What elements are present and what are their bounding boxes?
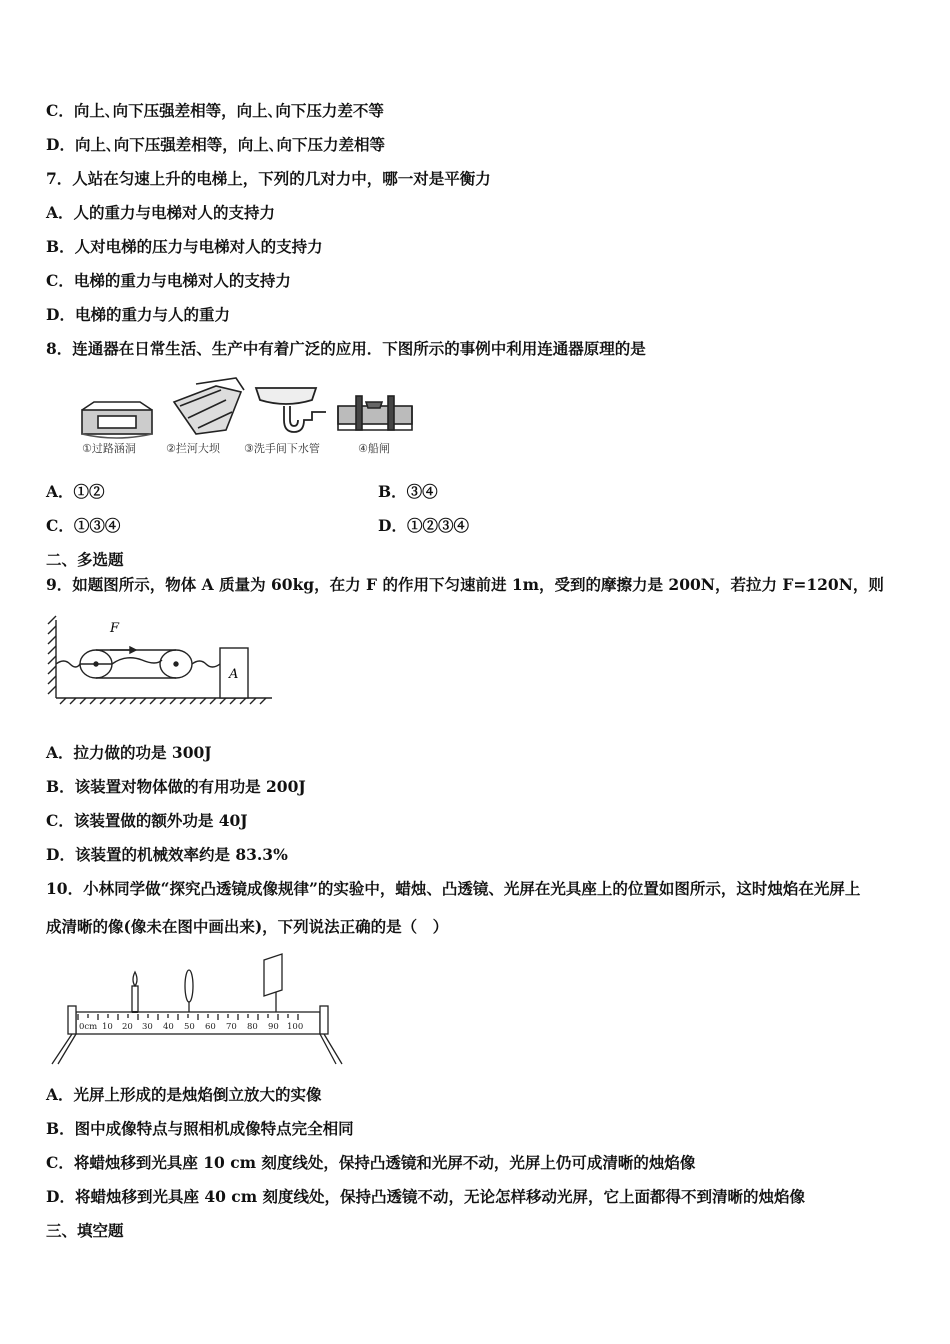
scale-label-10: 10 <box>102 1022 113 1032</box>
q7-stem: 7．人站在匀速上升的电梯上，下列的几对力中，哪一对是平衡力 <box>46 169 491 188</box>
q10-option-b: B．图中成像特点与照相机成像特点完全相同 <box>46 1119 354 1138</box>
q6-option-d: D．向上､向下压强差相等，向上､向下压力差相等 <box>46 135 385 154</box>
force-label: F <box>110 621 120 636</box>
caption-sink: ③洗手间下水管 <box>244 442 320 455</box>
q9-stem: 9．如题图所示，物体 A 质量为 60kg，在力 F 的作用下匀速前进 1m，受到的摩擦力是 200N，若拉力 F=120N，则 <box>46 575 884 594</box>
q10-option-d: D．将蜡烛移到光具座 40 cm 刻度线处，保持凸透镜不动，无论怎样移动光屏，它上面都得不到清晰的烛焰像 <box>46 1187 806 1206</box>
caption-dam: ②拦河大坝 <box>166 442 220 455</box>
scale-label-60: 60 <box>205 1022 216 1032</box>
scale-label-40: 40 <box>163 1022 174 1032</box>
caption-culvert: ①过路涵洞 <box>82 442 136 455</box>
q9-option-b: B．该装置对物体做的有用功是 200J <box>46 777 306 796</box>
scale-label-50: 50 <box>184 1022 195 1032</box>
q10-figure <box>46 950 346 1068</box>
scale-label-80: 80 <box>247 1022 258 1032</box>
q8-option-d: D．①②③④ <box>378 516 469 535</box>
q10-stem-line-2: 成清晰的像(像未在图中画出来)，下列说法正确的是（ ） <box>46 917 449 936</box>
q9-option-d: D．该装置的机械效率约是 83.3% <box>46 845 288 864</box>
q8-option-b: B．③④ <box>378 482 438 501</box>
q9-figure <box>46 614 278 708</box>
scale-label-0: 0cm <box>79 1022 98 1032</box>
scale-label-100: 100 <box>287 1022 304 1032</box>
q8-stem: 8．连通器在日常生活、生产中有着广泛的应用．下图所示的事例中利用连通器原理的是 <box>46 339 646 358</box>
q9-option-a: A．拉力做的功是 300J <box>46 743 212 762</box>
culvert-drawing <box>82 402 152 438</box>
q10-stem-line-1: 10．小林同学做“探究凸透镜成像规律”的实验中，蜡烛、凸透镜、光屏在光具座上的位置如图所示，这时烛焰在光屏上 <box>46 879 861 898</box>
scale-label-90: 90 <box>268 1022 279 1032</box>
q6-option-c: C．向上､向下压强差相等，向上､向下压力差不等 <box>46 101 384 120</box>
dam-drawing <box>174 378 244 434</box>
section-multiple-choice: 二、多选题 <box>46 550 124 569</box>
q7-option-b: B．人对电梯的压力与电梯对人的支持力 <box>46 237 323 256</box>
q7-option-d: D．电梯的重力与人的重力 <box>46 305 230 324</box>
sink-drain-drawing <box>256 388 326 432</box>
caption-ship-lock: ④船闸 <box>358 442 390 455</box>
q9-option-c: C．该装置做的额外功是 40J <box>46 811 248 830</box>
scale-label-70: 70 <box>226 1022 237 1032</box>
q7-option-c: C．电梯的重力与电梯对人的支持力 <box>46 271 291 290</box>
ship-lock-drawing <box>338 396 412 430</box>
scale-label-20: 20 <box>122 1022 133 1032</box>
q8-option-c: C．①③④ <box>46 516 121 535</box>
q7-option-a: A．人的重力与电梯对人的支持力 <box>46 203 276 222</box>
q10-option-a: A．光屏上形成的是烛焰倒立放大的实像 <box>46 1085 322 1104</box>
section-fill-in-blank: 三、填空题 <box>46 1221 124 1240</box>
block-label: A <box>229 667 239 682</box>
q8-option-a: A．①② <box>46 482 105 501</box>
q10-option-c: C．将蜡烛移到光具座 10 cm 刻度线处，保持凸透镜和光屏不动，光屏上仍可成清晰的烛焰像 <box>46 1153 696 1172</box>
scale-label-30: 30 <box>142 1022 153 1032</box>
q8-figure <box>76 372 426 462</box>
